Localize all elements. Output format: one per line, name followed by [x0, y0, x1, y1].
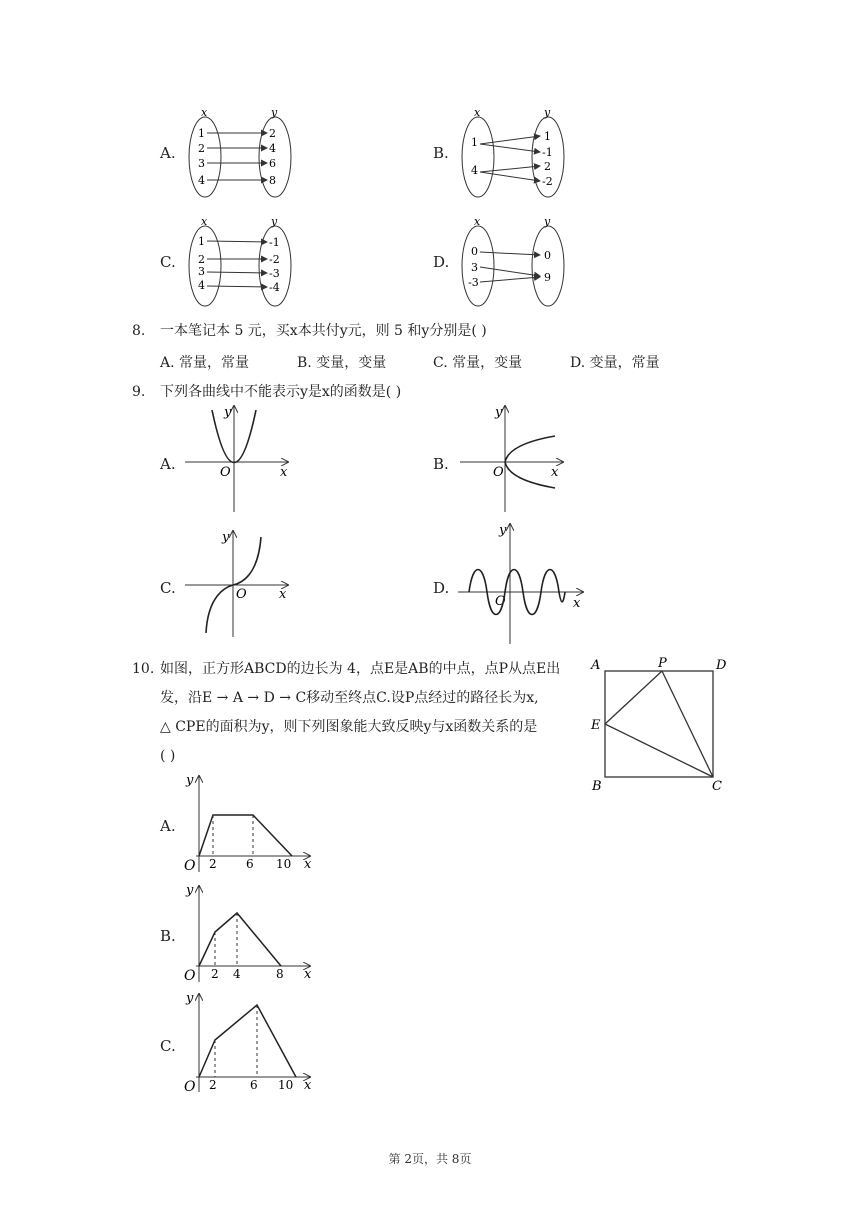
q9-graph-a	[180, 400, 300, 515]
svg-text:O: O	[236, 587, 247, 602]
svg-text:D: D	[716, 658, 727, 673]
svg-text:P: P	[658, 656, 667, 671]
svg-text:8: 8	[269, 174, 276, 187]
svg-text:9: 9	[544, 271, 551, 284]
set-x-label: x	[201, 106, 208, 119]
q7-option-d-label: D.	[433, 253, 450, 271]
q10-graph-c	[180, 988, 315, 1096]
svg-text:O: O	[220, 465, 231, 480]
q9-option-b-label: B.	[433, 455, 449, 473]
q7-mapping-b	[458, 102, 573, 202]
svg-text:-2: -2	[269, 253, 280, 266]
svg-text:2: 2	[211, 967, 219, 981]
q7-mapping-a	[185, 102, 300, 202]
q7-mapping-c	[185, 211, 300, 311]
q9-option-a-label: A.	[160, 455, 176, 473]
q10-number: 10.	[132, 661, 155, 677]
svg-text:3: 3	[198, 157, 205, 170]
svg-text:-3: -3	[468, 276, 479, 289]
svg-text:2: 2	[544, 160, 551, 173]
page-footer: 第 2页，共 8页	[388, 1152, 472, 1166]
q10-option-a-label: A.	[160, 817, 176, 835]
svg-text:O: O	[495, 594, 506, 609]
q8-choice-c[interactable]: C. 常量，变量	[433, 355, 523, 371]
q10-graph-a	[180, 770, 315, 875]
svg-text:A: A	[591, 658, 601, 673]
svg-text:2: 2	[209, 1078, 217, 1092]
q10-square-figure	[588, 652, 733, 800]
svg-text:4: 4	[198, 174, 205, 187]
q8-choice-d[interactable]: D. 变量，常量	[570, 355, 660, 371]
svg-text:O: O	[184, 968, 196, 984]
svg-text:10: 10	[276, 857, 292, 871]
svg-text:y: y	[186, 883, 194, 898]
q9-option-c-label: C.	[160, 579, 176, 597]
q7-option-c-label: C.	[160, 253, 176, 271]
svg-text:1: 1	[471, 136, 478, 149]
svg-text:-1: -1	[542, 146, 553, 159]
q10-option-b-label: B.	[160, 927, 176, 945]
svg-text:4: 4	[233, 967, 241, 981]
svg-text:-3: -3	[269, 267, 280, 280]
svg-text:x: x	[474, 106, 481, 119]
svg-text:x: x	[573, 596, 581, 611]
svg-text:x: x	[304, 967, 312, 982]
svg-text:O: O	[184, 858, 196, 874]
q10-option-c-label: C.	[160, 1037, 176, 1055]
q7-option-b-label: B.	[433, 144, 449, 162]
svg-text:y: y	[224, 405, 232, 420]
svg-text:4: 4	[471, 164, 478, 177]
svg-text:x: x	[474, 215, 481, 228]
svg-text:2: 2	[198, 253, 205, 266]
svg-text:6: 6	[269, 157, 276, 170]
svg-text:1: 1	[198, 127, 205, 140]
svg-text:10: 10	[278, 1078, 294, 1092]
svg-text:x: x	[280, 465, 288, 480]
svg-text:y: y	[186, 773, 194, 788]
svg-text:x: x	[304, 1078, 312, 1093]
q8-choice-b[interactable]: B. 变量，变量	[297, 355, 387, 371]
svg-text:3: 3	[471, 261, 478, 274]
svg-text:x: x	[551, 465, 559, 480]
svg-text:x: x	[201, 215, 208, 228]
q7-mapping-d	[458, 211, 573, 311]
q10-graph-b	[180, 880, 315, 985]
svg-text:6: 6	[246, 857, 254, 871]
svg-text:y: y	[271, 215, 278, 228]
set-y-label: y	[271, 106, 278, 119]
q10-text: 如图，正方形ABCD的边长为 4，点E是AB的中点，点P从点E出 发，沿E → A → D → C移动至终点C.设P点经过的路径长为x, △ CPE的面积为y，则下列图象能大致反映y与x函数关系的是 ( )	[160, 661, 561, 764]
q8-choice-a[interactable]: A. 常量，常量	[160, 355, 250, 371]
q8-text: 一本笔记本 5 元，买x本共付y元，则 5 和y分别是( )	[160, 323, 487, 339]
svg-text:4: 4	[198, 279, 205, 292]
q7-option-a-label: A.	[160, 144, 176, 162]
svg-text:0: 0	[544, 249, 551, 262]
svg-text:x: x	[279, 587, 287, 602]
svg-text:1: 1	[198, 235, 205, 248]
svg-text:O: O	[493, 465, 504, 480]
svg-text:4: 4	[269, 142, 276, 155]
svg-text:y: y	[499, 523, 507, 538]
svg-text:0: 0	[471, 245, 478, 258]
svg-text:-4: -4	[269, 281, 280, 294]
svg-text:8: 8	[276, 967, 284, 981]
svg-text:-1: -1	[269, 236, 280, 249]
q8-number: 8.	[132, 323, 146, 339]
q9-graph-b	[455, 400, 575, 515]
svg-text:y: y	[544, 215, 551, 228]
svg-text:O: O	[184, 1079, 196, 1095]
q9-number: 9.	[132, 384, 146, 400]
q9-option-d-label: D.	[433, 579, 450, 597]
svg-text:y: y	[186, 991, 194, 1006]
svg-text:2: 2	[209, 857, 217, 871]
svg-text:2: 2	[198, 142, 205, 155]
svg-text:y: y	[544, 106, 551, 119]
svg-text:y: y	[222, 530, 230, 545]
q9-text: 下列各曲线中不能表示y是x的函数是( )	[160, 384, 402, 400]
svg-text:B: B	[592, 779, 602, 794]
q9-graph-c	[180, 525, 300, 640]
svg-text:2: 2	[269, 127, 276, 140]
svg-text:6: 6	[250, 1078, 258, 1092]
q9-graph-d	[455, 520, 590, 645]
svg-text:C: C	[712, 779, 722, 794]
svg-text:y: y	[495, 405, 503, 420]
svg-text:E: E	[591, 718, 601, 733]
svg-text:3: 3	[198, 265, 205, 278]
svg-text:1: 1	[544, 130, 551, 143]
svg-text:x: x	[304, 857, 312, 872]
svg-text:-2: -2	[542, 175, 553, 188]
